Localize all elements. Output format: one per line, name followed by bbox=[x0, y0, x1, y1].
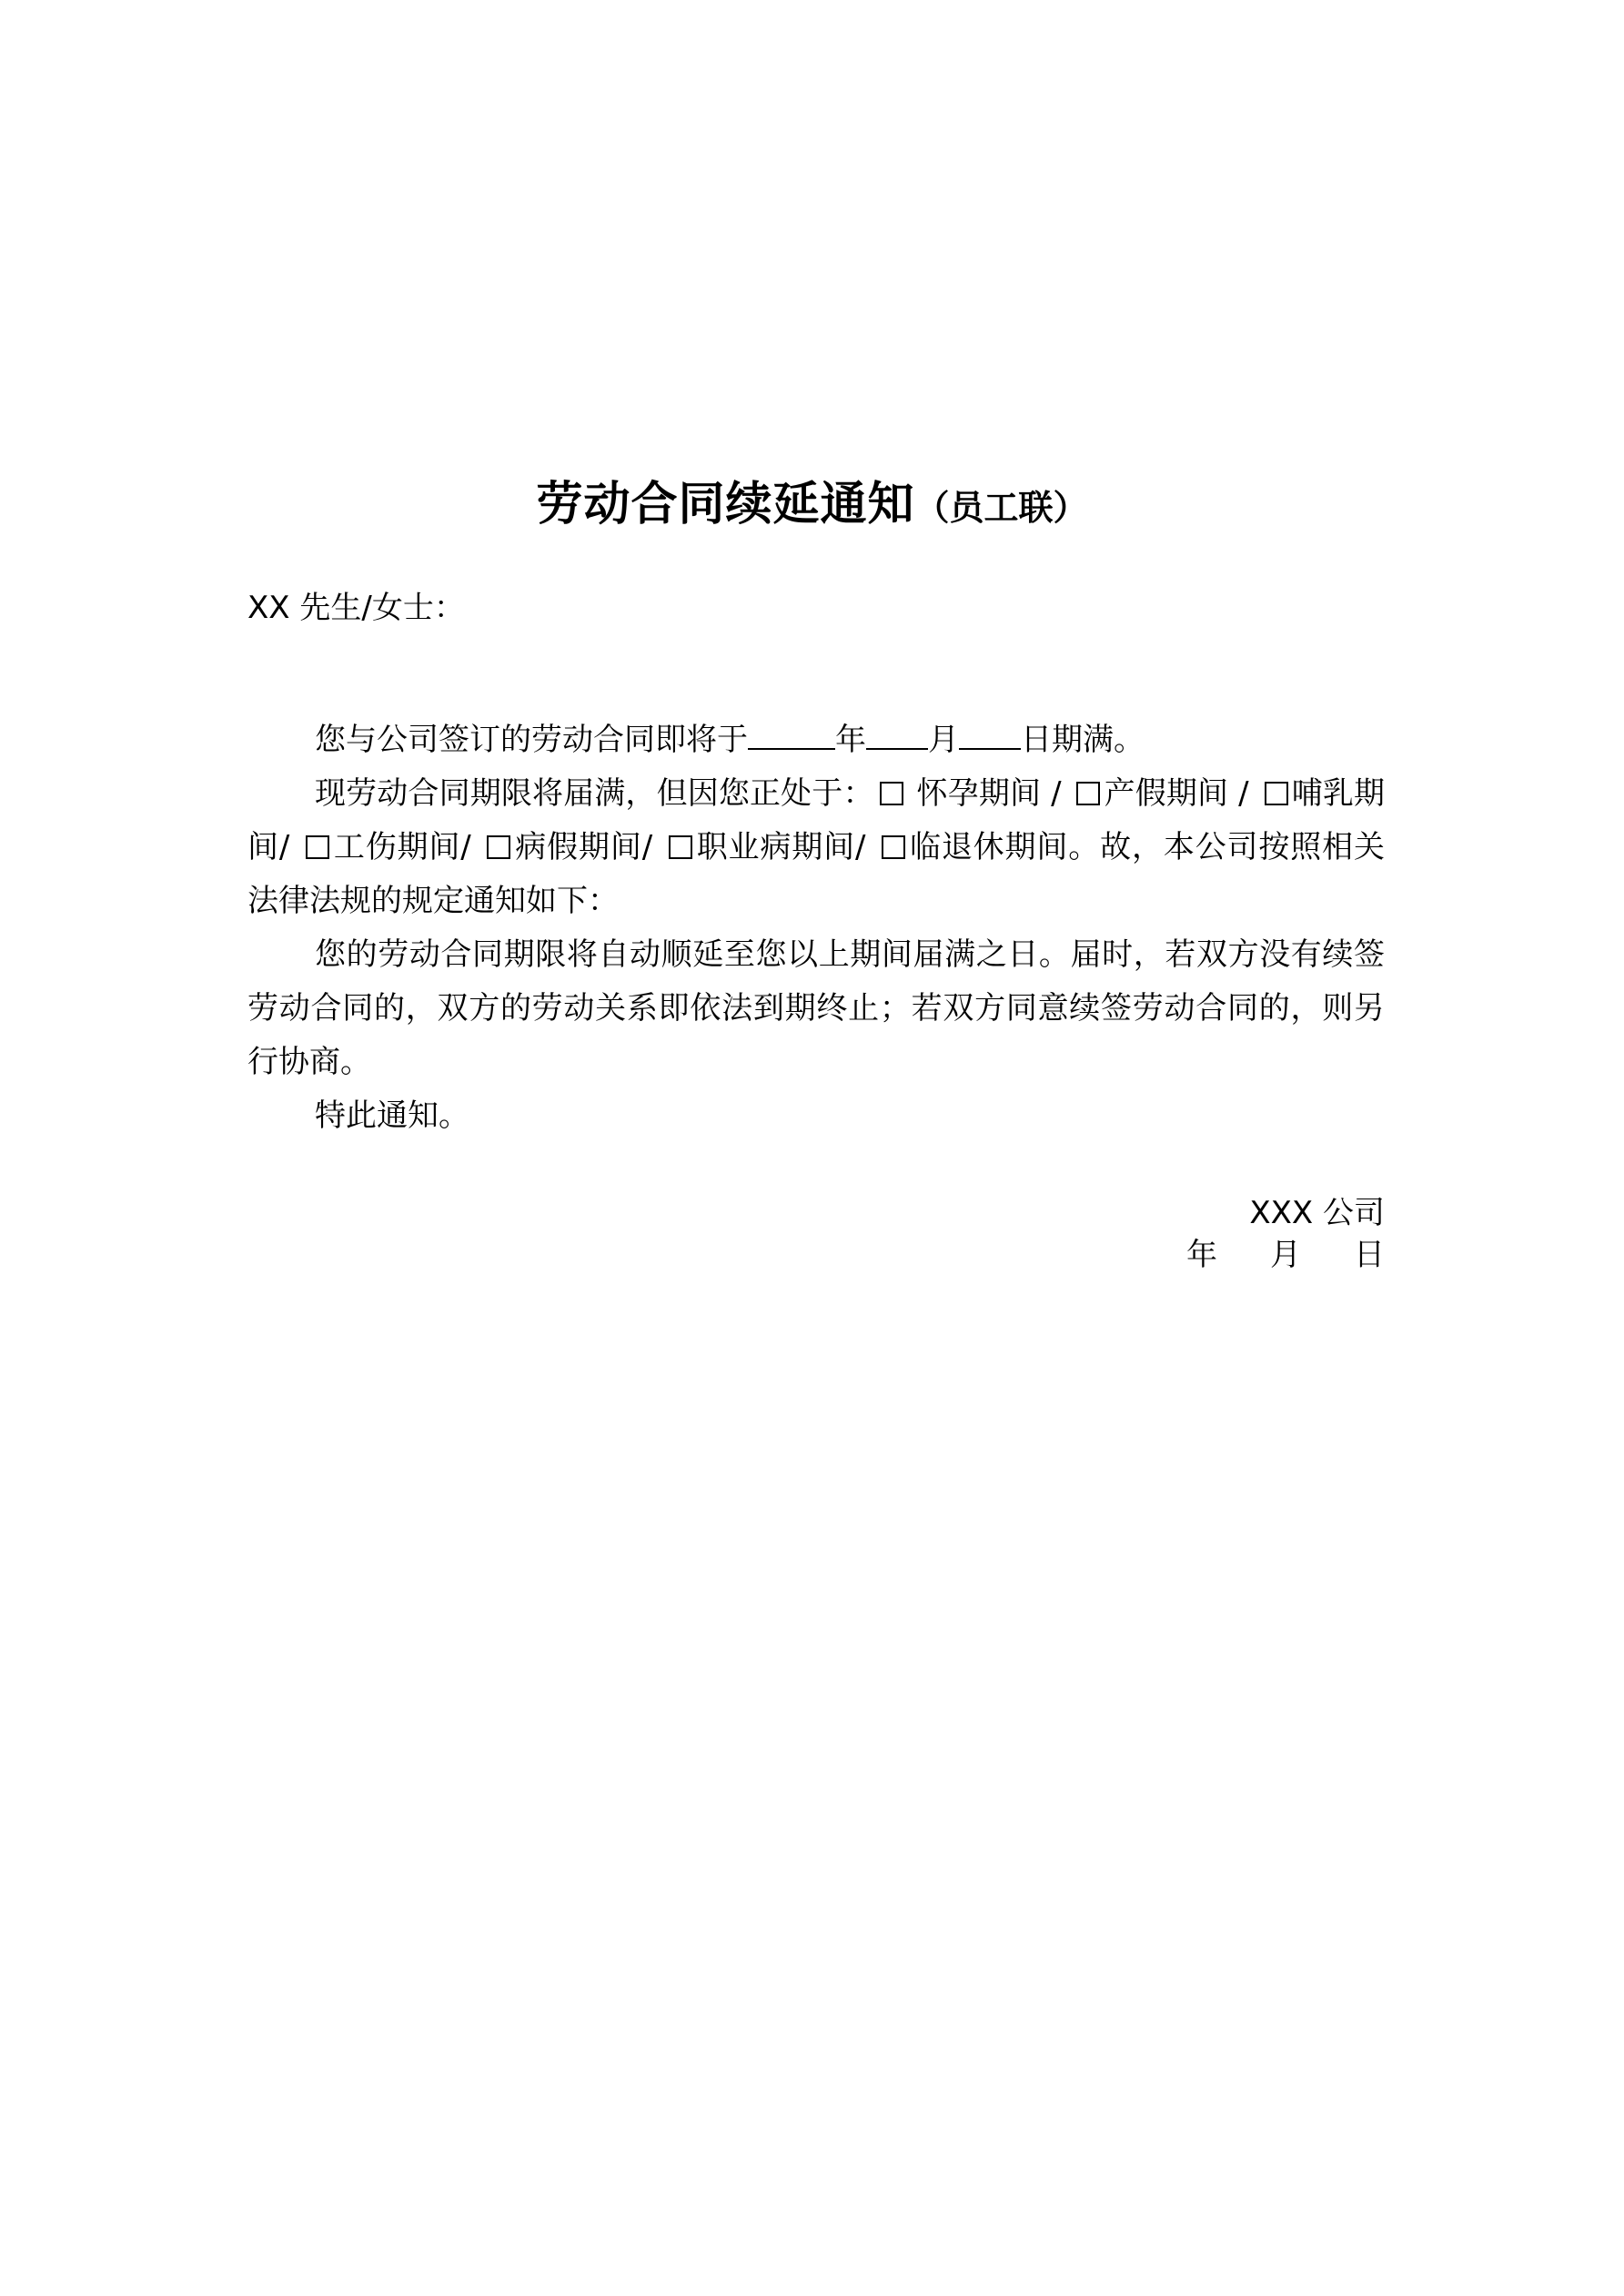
signature-block bbox=[1001, 1192, 1385, 1276]
signature-month: 月 bbox=[1270, 1237, 1301, 1273]
paragraph-extension: 您的劳动合同期限将自动顺延至您以上期间届满之日。届时，若双方没有续签劳动合同的，双方的劳动关系即依法到期终止；若双方同意续签劳动合同的，则另行协商。 bbox=[247, 936, 1385, 1080]
option-maternity: 产假期间 / bbox=[1104, 775, 1259, 812]
conditions-tail: 故，本公司按照相关法律法规的规定通知如下： bbox=[247, 829, 1385, 919]
document-title bbox=[0, 466, 1624, 533]
option-near-retirement: 临退休期间。 bbox=[909, 829, 1101, 865]
month-label: 月 bbox=[928, 722, 959, 758]
signature-day: 日 bbox=[1354, 1237, 1385, 1273]
option-nursing: 哺乳期间/ bbox=[247, 775, 1385, 865]
checkbox-occupational-disease bbox=[669, 835, 692, 859]
year-blank bbox=[748, 719, 835, 750]
conditions-intro: 现劳动合同期限将届满，但因您正处于： bbox=[315, 775, 874, 812]
checkbox-pregnancy bbox=[880, 782, 903, 805]
checkbox-maternity bbox=[1076, 782, 1100, 805]
signature-date bbox=[1001, 1234, 1385, 1276]
checkbox-near-retirement bbox=[882, 835, 905, 859]
month-blank bbox=[866, 719, 928, 750]
salutation: XX 先生/女士： bbox=[247, 590, 465, 626]
day-blank bbox=[959, 719, 1021, 750]
option-occupational-disease: 职业病期间/ bbox=[695, 829, 877, 865]
option-sick-leave: 病假期间/ bbox=[514, 829, 663, 865]
paragraph-expiry bbox=[247, 713, 1385, 767]
signature-year: 年 bbox=[1186, 1237, 1217, 1273]
checkbox-sick-leave bbox=[487, 835, 510, 859]
option-pregnancy: 怀孕期间 / bbox=[906, 775, 1072, 812]
company-name: XXX 公司 bbox=[1249, 1195, 1385, 1231]
title-main: 劳动合同续延通知 bbox=[536, 478, 915, 531]
checkbox-nursing bbox=[1265, 782, 1288, 805]
paragraph-closing: 特此通知。 bbox=[315, 1097, 469, 1134]
checkbox-work-injury bbox=[306, 835, 329, 859]
title-sub: （员工联） bbox=[914, 488, 1088, 528]
notice-body bbox=[247, 713, 1385, 1143]
year-label: 年 bbox=[835, 722, 866, 758]
expiry-text: 您与公司签订的劳动合同即将于 bbox=[315, 722, 748, 758]
option-work-injury: 工伤期间/ bbox=[332, 829, 482, 865]
paragraph-conditions bbox=[247, 767, 1385, 928]
day-label: 日期满。 bbox=[1021, 722, 1145, 758]
